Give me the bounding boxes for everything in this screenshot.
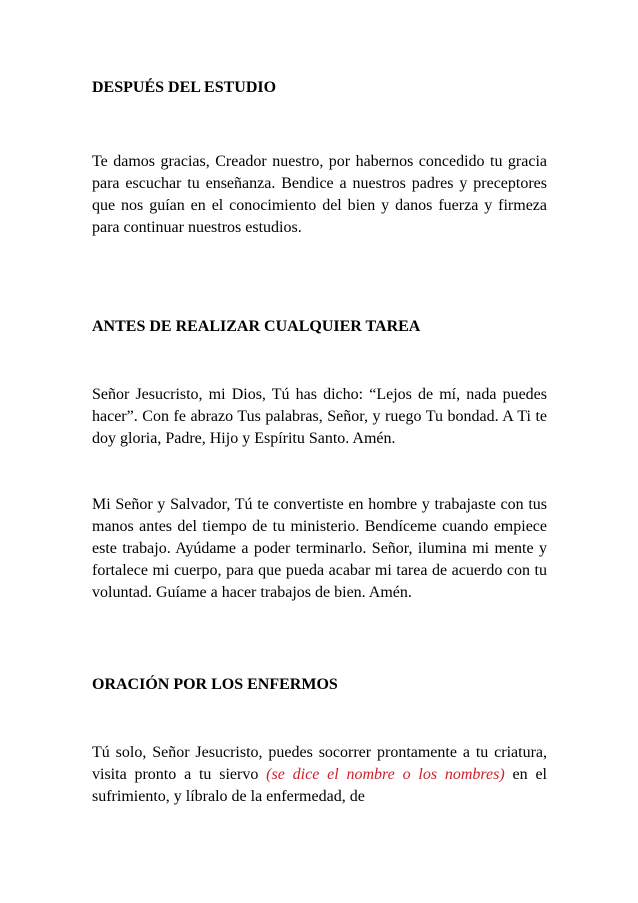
prayer-text: en el sufrimiento, y líbralo de la enfermedad, de (92, 766, 547, 805)
prayer-paragraph: Señor Jesucristo, mi Dios, Tú has dicho: “Lejos de mí, nada puedes hacer”. Con fe abrazo Tus palabras, Señor, y ruego Tu bondad. A Ti te doy gloria, Padre, Hijo y Espíritu Santo. Amén. (92, 386, 547, 447)
section-heading-after-study: DESPUÉS DEL ESTUDIO (92, 79, 277, 96)
prayer-text: Tú solo, Señor Jesucristo, puedes socorrer prontamente a tu criatura, visita pronto a tu siervo (92, 744, 547, 783)
rubric-instruction: (se dice el nombre o los nombres) (266, 766, 505, 783)
prayer-paragraph: Mi Señor y Salvador, Tú te convertiste en hombre y trabajaste con tus manos antes del tiempo de tu ministerio. Bendíceme cuando empiece este trabajo. Ayúdame a poder terminarlo. Señor, ilumina mi mente y fortalece mi cuerpo, para que pueda acabar mi tarea de acuerdo con tu voluntad. Guíame a hacer trabajos de bien. Amén. (92, 496, 547, 601)
prayer-paragraph: Te damos gracias, Creador nuestro, por habernos concedido tu gracia para escuchar tu enseñanza. Bendice a nuestros padres y preceptores que nos guían en el conocimiento del bien y danos fuerza y firmeza para continuar nuestros estudios. (92, 153, 547, 236)
section-heading-before-task: ANTES DE REALIZAR CUALQUIER TAREA (92, 318, 421, 335)
section-heading-for-the-sick: ORACIÓN POR LOS ENFERMOS (92, 676, 338, 693)
prayer-paragraph (92, 742, 547, 808)
